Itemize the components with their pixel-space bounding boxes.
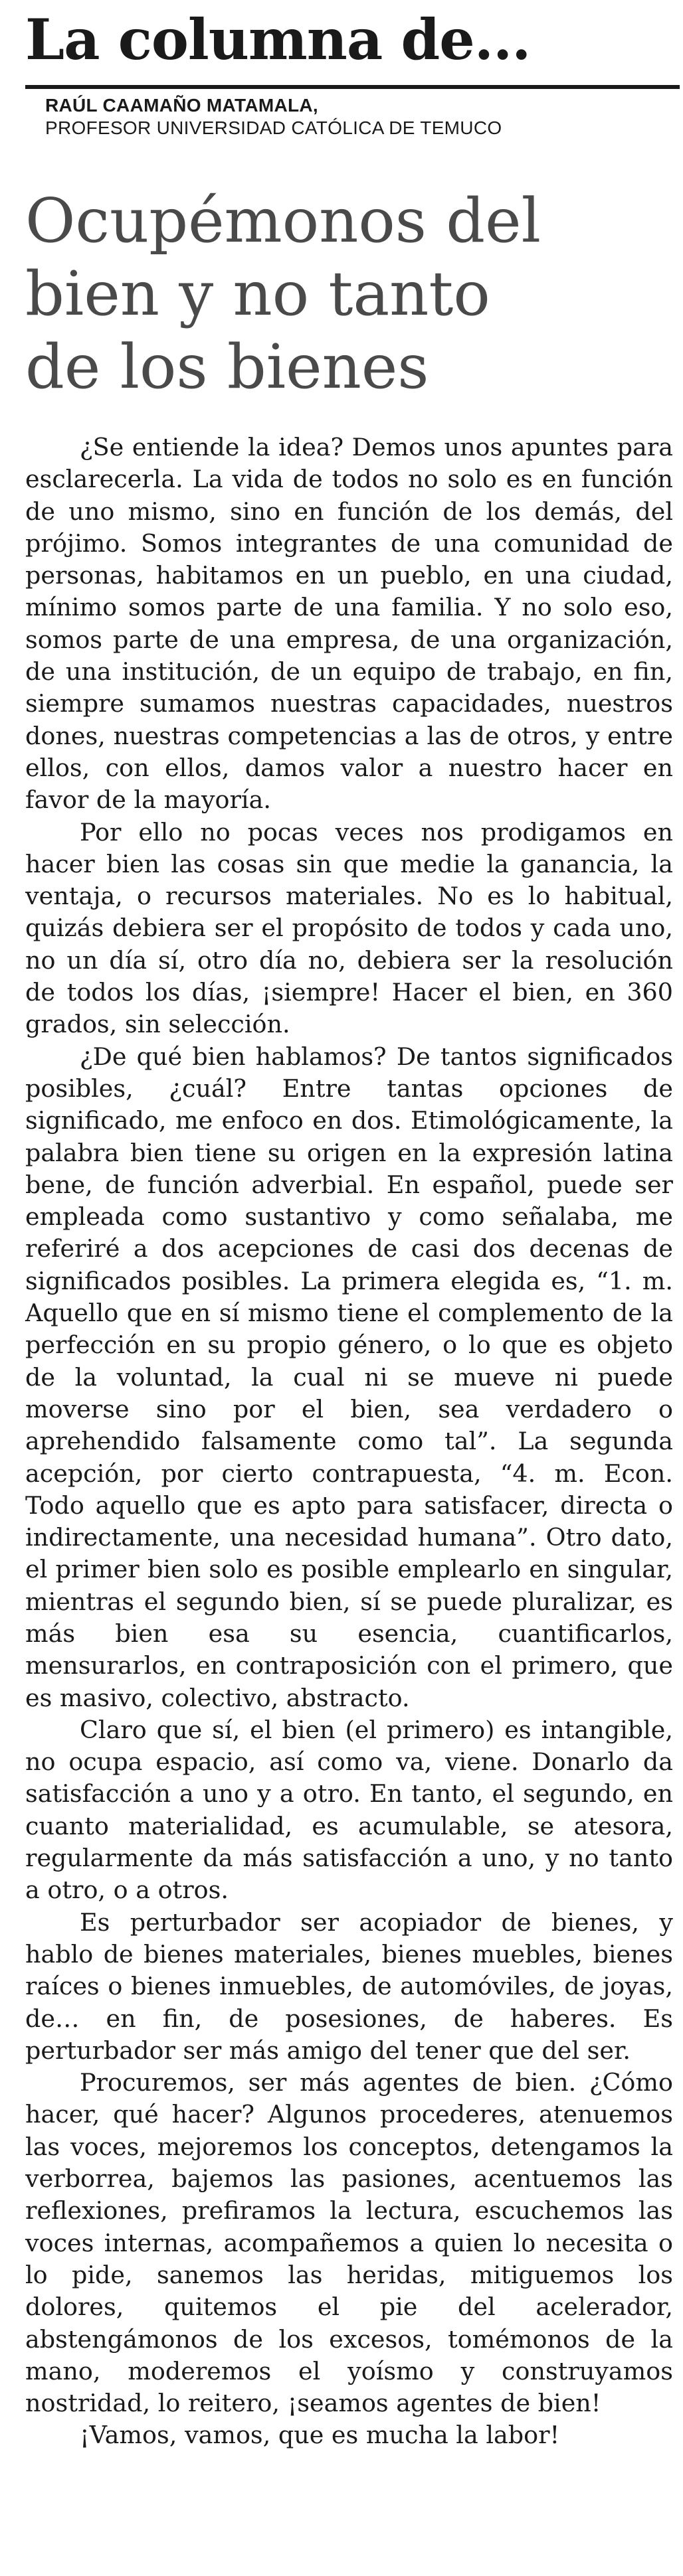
section-title: La columna de... — [25, 7, 531, 72]
byline — [45, 94, 663, 139]
body-paragraph: ¿De qué bien hablamos? De tantos significados posibles, ¿cuál? Entre tantas opciones de significado, me enfoco en dos. Etimológicamente, la palabra bien tiene su origen en la expresión latina bene, de función adverbial. En español, puede ser empleada como sustantivo y como señalaba, me referiré a dos acepciones de casi dos decenas de significados posibles. La primera elegida es, “1. m. Aquello que en sí mismo tiene el complemento de la perfección en su propio género, o lo que es objeto de la voluntad, la cual ni se mueve ni puede moverse sino por el bien, sea verdadero o aprehendido falsamente como tal”. La segunda acepción, por cierto contrapuesta, “4. m. Econ. Todo aquello que es apto para satisfacer, directa o indirectamente, una necesidad humana”. Otro dato, el primer bien solo es posible emplearlo en singular, mientras el segundo bien, sí se puede pluralizar, es más bien esa su esencia, cuantificarlos, mensurarlos, en contraposición con el primero, que es masivo, colectivo, abstracto. — [25, 1042, 673, 1712]
body-paragraph: Claro que sí, el bien (el primero) es intangible, no ocupa espacio, así como va, viene. Donarlo da satisfacción a uno y a otro. En tanto, el segundo, en cuanto materialidad, es acumulable, se atesora, regularmente da más satisfacción a uno, y no tanto a otro, o a otros. — [25, 1715, 673, 1905]
author-name: RAÚL CAAMAÑO MATAMALA, — [45, 95, 318, 116]
body-paragraph: Procuremos, ser más agentes de bien. ¿Cómo hacer, qué hacer? Algunos procederes, atenuemos las voces, mejoremos los conceptos, detengamos la verborrea, bajemos las pasiones, acentuemos las reflexiones, prefiramos la lectura, escuchemos las voces internas, acompañemos a quien lo necesita o lo pide, sanemos las heridas, mitiguemos los dolores, quitemos el pie del acelerador, abstengámonos de los excesos, tomémonos de la mano, moderemos el yoísmo y construyamos nostridad, lo reitero, ¡seamos agentes de bien! — [25, 2068, 673, 2418]
column-header — [25, 7, 676, 73]
body-paragraph: Por ello no pocas veces nos prodigamos en hacer bien las cosas sin que medie la ganancia, la ventaja, o recursos materiales. No es lo habitual, quizás debiera ser el propósito de todos y cada uno, no un día sí, otro día no, debiera ser la resolución de todos los días, ¡siempre! Hacer el bien, en 360 grados, sin selección. — [25, 817, 673, 1039]
author-affiliation: PROFESOR UNIVERSIDAD CATÓLICA DE TEMUCO — [45, 118, 502, 138]
body-paragraph: ¡Vamos, vamos, que es mucha la labor! — [80, 2421, 560, 2450]
headline-line: bien y no tanto — [25, 258, 490, 329]
article-headline — [25, 185, 670, 404]
headline-line: Ocupémonos del — [25, 185, 541, 256]
body-paragraph: ¿Se entiende la idea? Demos unos apuntes para esclarecerla. La vida de todos no solo es en función de uno mismo, sino en función de los demás, del prójimo. Somos integrantes de una comunidad de personas, habitamos en un pueblo, en una ciudad, mínimo somos parte de una familia. Y no solo eso, somos parte de una empresa, de una organización, de una institución, de un equipo de trabajo, en fin, siempre sumamos nuestras capacidades, nuestros dones, nuestras competencias a las de otros, y entre ellos, con ellos, damos valor a nuestro hacer en favor de la mayoría. — [25, 433, 673, 815]
body-paragraph: Es perturbador ser acopiador de bienes, y hablo de bienes materiales, bienes muebles, bienes raíces o bienes inmuebles, de automóviles, de joyas, de… en fin, de posesiones, de haberes. Es perturbador ser más amigo del tener que del ser. — [25, 1907, 673, 2065]
headline-line: de los bienes — [25, 331, 429, 402]
article-body — [25, 432, 673, 2452]
header-rule — [25, 85, 680, 89]
